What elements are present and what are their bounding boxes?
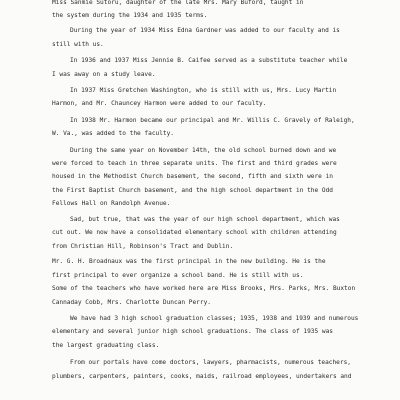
text-line: W. Va., was added to the faculty.	[52, 130, 175, 137]
text-line: first principal to ever organize a school band. He is still with us.	[52, 272, 304, 279]
text-line: cut out. We now have a consolidated elementary school with children attending	[52, 229, 337, 236]
text-line: In 1936 and 1937 Miss Jennie B. Caifee served as a substitute teacher while	[70, 57, 348, 64]
text-line: Mr. G. H. Broadnaux was the first principal in the new building. He is the	[52, 258, 326, 265]
text-line: From our portals have come doctors, lawyers, pharmacists, numerous teachers,	[70, 359, 351, 366]
text-line: During the year of 1934 Miss Edna Gardner was added to our faculty and is	[70, 27, 340, 34]
text-line: plumbers, carpenters, painters, cooks, maids, railroad employees, undertakers and	[52, 373, 352, 380]
text-line: the system during the 1934 and 1935 terms.	[52, 12, 208, 19]
text-line: Fellows Hall on Randolph Avenue.	[52, 200, 171, 207]
text-line: Miss Sanmie Sutoru, daughter of the late Mrs. Mary Buford, taught in	[52, 0, 304, 6]
text-line: Harmon, and Mr. Chauncey Harmon were added to our faculty.	[52, 100, 267, 107]
text-line: were forced to teach in three separate units. The first and third grades were	[52, 160, 337, 167]
text-line: the First Baptist Church basement, and the high school department in the Odd	[52, 187, 333, 194]
text-line: elementary and several junior high school graduations. The class of 1935 was	[52, 328, 333, 335]
text-line: In 1938 Mr. Harmon became our principal and Mr. Willis C. Gravely of Raleigh,	[70, 117, 355, 124]
text-line: still with us.	[52, 41, 104, 48]
text-line: the largest graduating class.	[52, 342, 160, 349]
text-line: During the same year on November 14th, the old school burned down and we	[70, 147, 337, 154]
text-line: We have had 3 high school graduation classes; 1935, 1938 and 1939 and numerous	[70, 315, 359, 322]
text-line: Cannaday Cobb, Mrs. Charlotte Duncan Perry.	[52, 299, 211, 306]
text-line: from Christian Hill, Robinson's Tract and Dublin.	[52, 243, 234, 250]
text-line: I was away on a study leave.	[52, 71, 156, 78]
text-line: housed in the Methodist Church basement, the second, fifth and sixth were in	[52, 173, 333, 180]
text-line: Sad, but true, that was the year of our high school department, which was	[70, 216, 340, 223]
text-line: Some of the teachers who have worked here are Miss Brooks, Mrs. Parks, Mrs. Buxton	[52, 285, 356, 292]
text-line: In 1937 Miss Gretchen Washington, who is still with us, Mrs. Lucy Martin	[70, 87, 337, 94]
